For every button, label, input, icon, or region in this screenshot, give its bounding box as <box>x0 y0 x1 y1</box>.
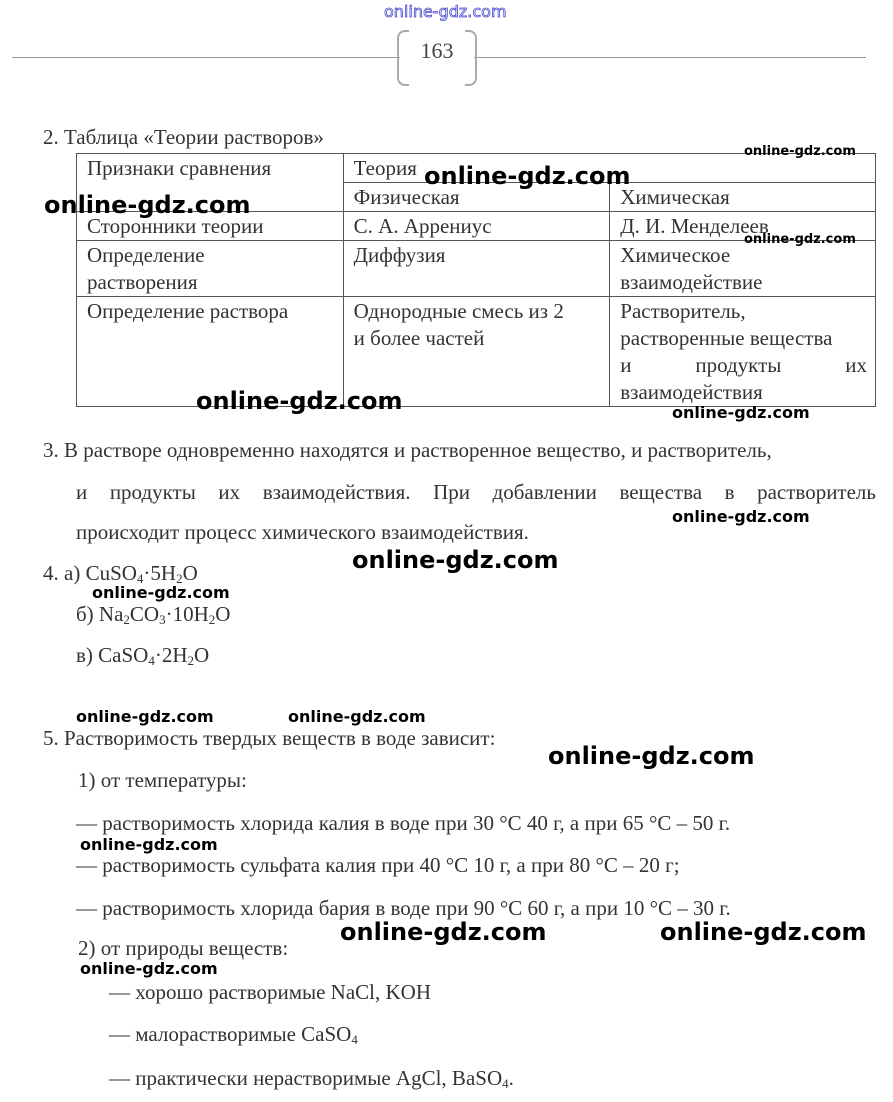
watermark: online-gdz.com <box>744 144 856 159</box>
header-rule-left <box>12 57 400 58</box>
watermark: online-gdz.com <box>548 742 755 770</box>
section5-title: 5. Растворимость твердых веществ в воде зависит: <box>43 726 496 750</box>
section3-line3: происходит процесс химического взаимодействия. <box>76 520 529 544</box>
header-rule-right <box>474 57 866 58</box>
table-cell: Диффузия <box>343 241 610 297</box>
table-cell: С. А. Аррениус <box>343 212 610 241</box>
watermark: online-gdz.com <box>340 918 547 946</box>
table-cell: Растворитель, растворенные вещества и продукты их взаимодействия <box>610 297 876 407</box>
hydrate-c: в) $CaSO_4\cdot 2H_2O$ <box>76 643 210 668</box>
section3-line1: 3. В растворе одновременно находятся и растворенное вещество, и растворитель, <box>43 438 772 462</box>
header-cell-chemical: Химическая <box>610 183 876 212</box>
watermark: online-gdz.com <box>80 959 218 978</box>
section5-sub2: 2) от природы веществ: <box>78 936 289 960</box>
table-cell: Однородные смесь из 2 и более частей <box>343 297 610 407</box>
table-row <box>77 241 876 297</box>
watermark: online-gdz.com <box>196 387 403 415</box>
temp-item-3: — растворимость хлорида бария в воде при 90 °С 60 г, а при 10 °С – 30 г. <box>76 896 731 920</box>
section5-sub1: 1) от температуры: <box>78 768 247 792</box>
nature-item-3: — практически нерастворимые AgCl, BaSO$_4$. <box>109 1066 514 1091</box>
watermark: online-gdz.com <box>672 507 810 526</box>
table-cell: Определение раствора <box>77 297 344 407</box>
page-number-box <box>397 30 477 84</box>
watermark: online-gdz.com <box>352 546 559 574</box>
hydrate-a: 4. а) $CuSO_4\cdot 5H_2O$ <box>43 561 198 586</box>
hydrate-b: б) $Na_2CO_3\cdot 10H_2O$ <box>76 602 231 627</box>
header-cell-criteria: Признаки сравнения <box>77 154 344 212</box>
section3-line2: и продукты их взаимодействия. При добавлении вещества в растворитель <box>76 480 876 504</box>
watermark: online-gdz.com <box>76 707 214 726</box>
nature-item-1: — хорошо растворимые NaCl, KOH <box>109 980 431 1004</box>
watermark: online-gdz.com <box>80 835 218 854</box>
nature-item-2: — малорастворимые CaSO$_4$ <box>109 1022 358 1047</box>
table-cell: Определение растворения <box>77 241 344 297</box>
page-number: 163 <box>420 38 454 63</box>
watermark: online-gdz.com <box>424 162 631 190</box>
watermark: online-gdz.com <box>672 403 810 422</box>
section2-title: 2. Таблица «Теории растворов» <box>43 125 324 149</box>
table-cell: Д. И. Менделеев <box>610 212 876 241</box>
watermark: online-gdz.com <box>44 191 251 219</box>
header-cell-theory: Теория <box>343 154 875 183</box>
site-link[interactable]: online-gdz.com <box>384 2 507 21</box>
watermark: online-gdz.com <box>92 583 230 602</box>
watermark: online-gdz.com <box>744 232 856 247</box>
table-cell: Сторонники теории <box>77 212 344 241</box>
table-cell: Химическое взаимодействие <box>610 241 876 297</box>
temp-item-2: — растворимость сульфата калия при 40 °С 10 г, а при 80 °С – 20 г; <box>76 853 680 877</box>
header-cell-physical: Физическая <box>343 183 610 212</box>
watermark: online-gdz.com <box>288 707 426 726</box>
temp-item-1: — растворимость хлорида калия в воде при 30 °С 40 г, а при 65 °С – 50 г. <box>76 811 731 835</box>
watermark: online-gdz.com <box>660 918 867 946</box>
